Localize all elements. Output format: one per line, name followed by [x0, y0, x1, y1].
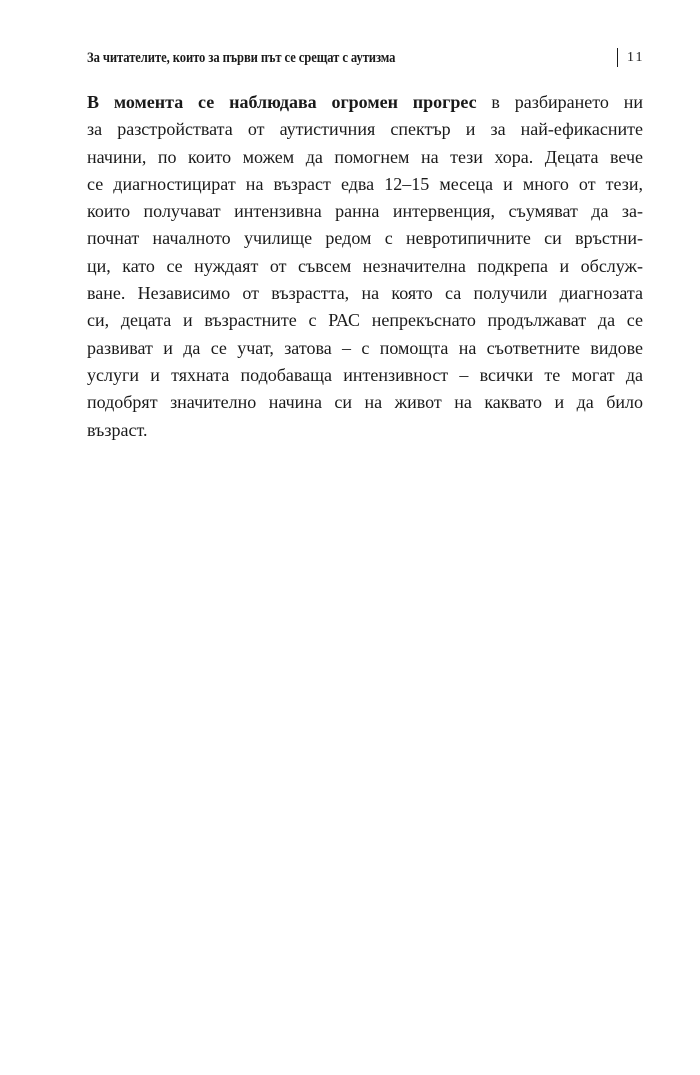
body-paragraph [87, 89, 643, 444]
text-line [87, 89, 643, 116]
text-line: услуги и тяхната подобаваща интензивност – всички те могат да [87, 364, 643, 385]
text-line: ци, като се нуждаят от съвсем незначителна подкрепа и обслуж- [87, 255, 643, 276]
text-line: за разстройствата от аутистичния спектър и за най-ефикасните [87, 119, 643, 140]
text-line-rest: в разбирането ни [476, 92, 643, 112]
text-line: които получават интензивна ранна интервенция, съумяват да за- [87, 201, 643, 222]
text-line: възраст. [87, 419, 148, 440]
lead-in-phrase: В момента се наблюдава огромен прогрес [87, 92, 477, 112]
page-number: 11 [627, 50, 645, 65]
text-line: ване. Независимо от възрастта, на която са получили диагнозата [87, 283, 643, 304]
running-title: За читателите, които за първи път се срещат с аутизма [87, 50, 396, 66]
text-line: почнат началното училище редом с невротипичните си връстни- [87, 228, 643, 249]
text-line: се диагностицират на възраст едва 12–15 месеца и много от тези, [87, 173, 643, 194]
text-line: си, децата и възрастните с РАС непрекъснато продължават да се [87, 310, 643, 331]
text-line: развиват и да се учат, затова – с помощта на съответните видове [87, 337, 643, 358]
text-line: начини, по които можем да помогнем на тези хора. Децата вече [87, 146, 643, 167]
text-line: подобрят значително начина си на живот на каквато и да било [87, 392, 643, 413]
folio-divider [617, 48, 618, 67]
running-head [87, 47, 643, 69]
